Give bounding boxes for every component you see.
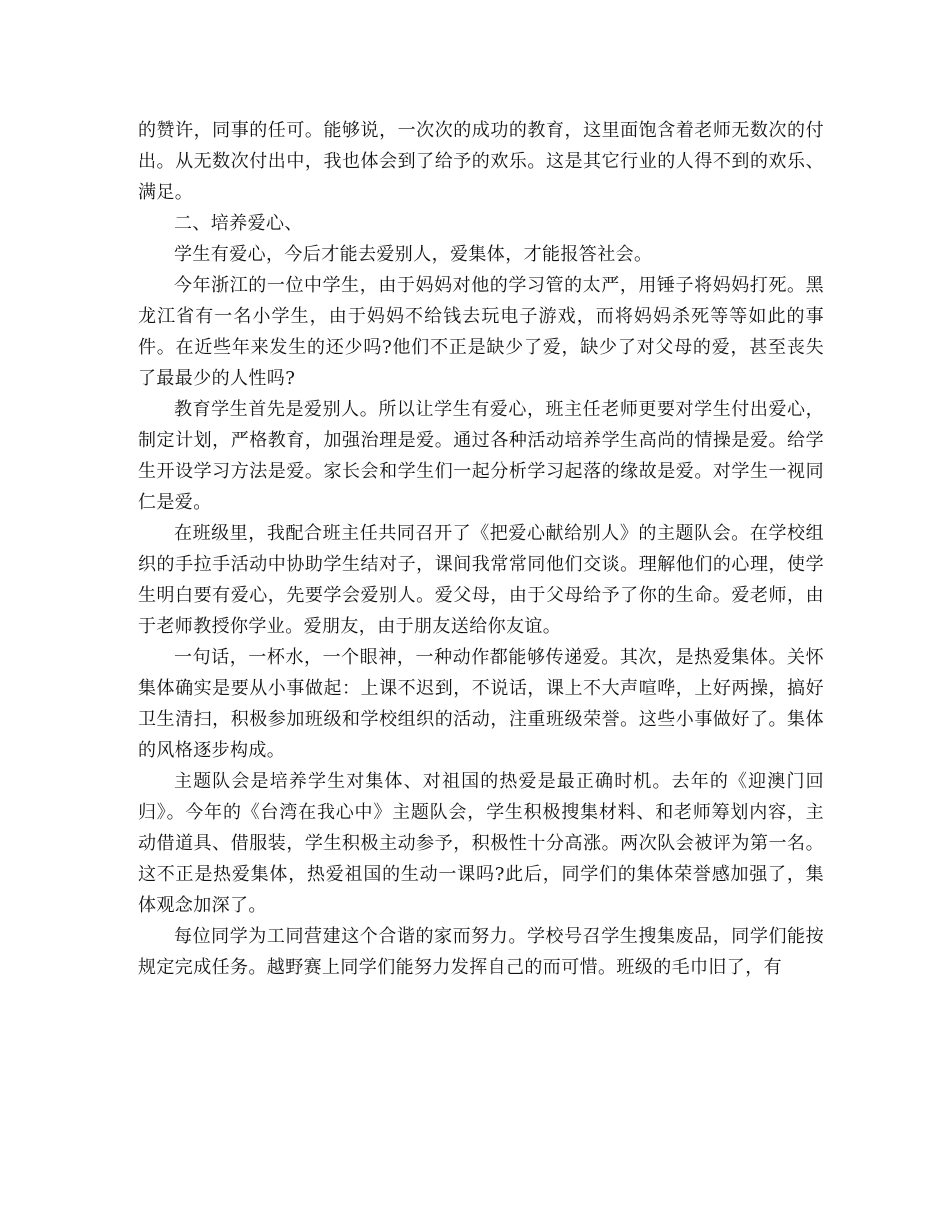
section-heading: 二、培养爱心、 [174, 213, 303, 234]
paragraph: 主题队会是培养学生对集体、对祖国的热爱是最正确时机。去年的《迎澳门回归》。今年的《台湾在我心中》主题队会，学生积极搜集材料、和老师筹划内容，主动借道具、借服装，学生积极主动参予，积极性十分高涨。两次队会被评为第一名。这不正是热爱集体，热爱祖国的生动一课吗?此后，同学们的集体荣誉感加强了，集体观念加深了。 [138, 771, 824, 916]
paragraph: 在班级里，我配合班主任共同召开了《把爱心献给别人》的主题队会。在学校组织的手拉手活动中协助学生结对子，课间我常常同他们交谈。理解他们的心理，使学生明白要有爱心，先要学会爱别人。爱父母，由于父母给予了你的生命。爱老师，由于老师教授你学业。爱朋友，由于朋友送给你友谊。 [138, 523, 824, 637]
paragraph: 学生有爱心，今后才能去爱别人，爱集体，才能报答社会。 [174, 244, 653, 265]
paragraph: 一句话，一杯水，一个眼神，一种动作都能够传递爱。其次，是热爱集体。关怀集体确实是要从小事做起：上课不迟到，不说话，课上不大声喧哗，上好两操，搞好卫生清扫，积极参加班级和学校组织的活动，注重班级荣誉。这些小事做好了。集体的风格逐步构成。 [138, 647, 824, 761]
paragraph: 的赞许，同事的任可。能够说，一次次的成功的教育，这里面饱含着老师无数次的付出。从无数次付出中，我也体会到了给予的欢乐。这是其它行业的人得不到的欢乐、满足。 [138, 120, 824, 203]
document-body [138, 115, 824, 983]
paragraph: 今年浙江的一位中学生，由于妈妈对他的学习管的太严，用锤子将妈妈打死。黑龙江省有一名小学生，由于妈妈不给钱去玩电子游戏，而将妈妈杀死等等如此的事件。在近些年来发生的还少吗?他们不正是缺少了爱，缺少了对父母的爱，甚至丧失了最最少的人性吗? [138, 275, 824, 389]
paragraph: 每位同学为工同营建这个合谐的家而努力。学校号召学生搜集废品，同学们能按规定完成任务。越野赛上同学们能努力发挥自己的而可惜。班级的毛巾旧了，有 [138, 926, 824, 978]
paragraph: 教育学生首先是爱别人。所以让学生有爱心，班主任老师更要对学生付出爱心，制定计划，严格教育，加强治理是爱。通过各种活动培养学生高尚的情操是爱。给学生开设学习方法是爱。家长会和学生们一起分析学习起落的缘故是爱。对学生一视同仁是爱。 [138, 399, 824, 513]
